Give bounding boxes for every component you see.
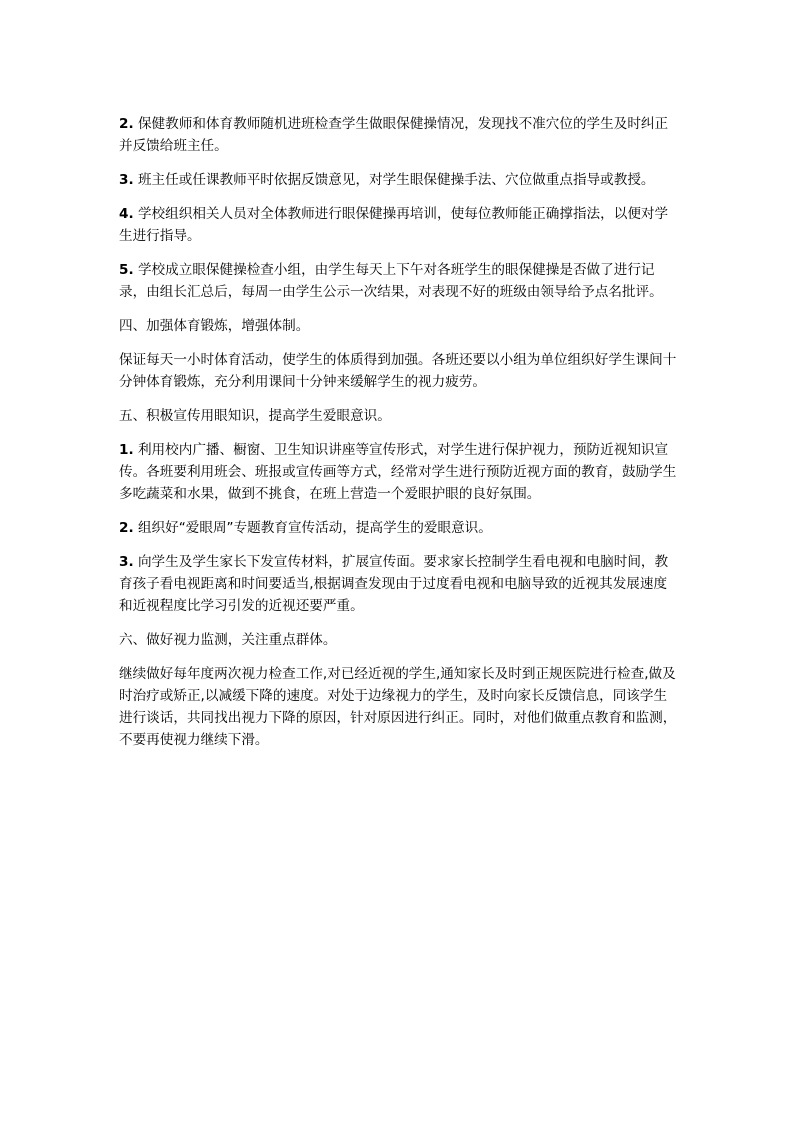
document-body (119, 113, 679, 763)
paragraph-text: 继续做好每年度两次视力检查工作,对已经近视的学生,通知家长及时到正规医院进行检查,做及时治疗或矫正,以减缓下降的速度。对处于边缘视力的学生，及时向家长反馈信息，同该学生进行谈话，共同找出视力下降的原因，针对原因进行纠正。同时，对他们做重点教育和监测，不要再使视力继续下滑。 (119, 666, 677, 748)
paragraph-text: 利用校内广播、橱窗、卫生知识讲座等宣传形式，对学生进行保护视力，预防近视知识宣传。各班要利用班会、班报或宣传画等方式，经常对学生进行预防近视方面的教育，鼓励学生多吃蔬菜和水果，做到不挑食，在班上营造一个爱眼护眼的良好氛围。 (119, 442, 677, 502)
section-heading-5 (119, 405, 679, 427)
item-number: 5. (119, 262, 134, 278)
heading-text: 四、加强体育锻炼，增强体制。 (119, 318, 310, 334)
paragraph-text: 组织好“爱眼周”专题教育宣传活动，提高学生的爱眼意识。 (133, 520, 492, 536)
item-number: 3. (119, 554, 134, 570)
heading-text: 五、积极宣传用眼知识，提高学生爱眼意识。 (119, 408, 391, 424)
heading-text: 六、做好视力监测，关注重点群体。 (119, 632, 337, 648)
item-number: 2. (119, 520, 134, 536)
paragraph-item-3-parents (119, 551, 679, 617)
paragraph-text: 班主任或任课教师平时依据反馈意见，对学生眼保健操手法、穴位做重点指导或教授。 (133, 172, 655, 188)
paragraph-text: 保健教师和体育教师随机进班检查学生做眼保健操情况，发现找不准穴位的学生及时纠正并反馈给班主任。 (119, 116, 669, 154)
paragraph-item-4-training (119, 203, 679, 247)
section-heading-6 (119, 629, 679, 651)
paragraph-item-5-inspection-group (119, 259, 679, 303)
paragraph-text: 向学生及学生家长下发宣传材料，扩展宣传面。要求家长控制学生看电视和电脑时间，教育孩子看电视距离和时间要适当,根据调查发现由于过度看电视和电脑导致的近视其发展速度和近视程度比学习引发的近视还要严重。 (119, 554, 669, 614)
paragraph-text: 学校组织相关人员对全体教师进行眼保健操再培训，使每位教师能正确撑指法，以便对学生进行指导。 (119, 206, 669, 244)
paragraph-item-2-eye-week (119, 517, 679, 539)
paragraph-text: 保证每天一小时体育活动，使学生的体质得到加强。各班还要以小组为单位组织好学生课间十分钟体育锻炼，充分利用课间十分钟来缓解学生的视力疲劳。 (119, 352, 677, 390)
paragraph-exercise (119, 349, 679, 393)
paragraph-item-1-publicity (119, 439, 679, 505)
item-number: 1. (119, 442, 134, 458)
paragraph-monitoring (119, 663, 679, 751)
section-heading-4 (119, 315, 679, 337)
paragraph-item-2-supervision (119, 113, 679, 157)
item-number: 2. (119, 116, 134, 132)
item-number: 4. (119, 206, 134, 222)
paragraph-text: 学校成立眼保健操检查小组，由学生每天上下午对各班学生的眼保健操是否做了进行记录，由组长汇总后，每周一由学生公示一次结果，对表现不好的班级由领导给予点名批评。 (119, 262, 663, 300)
paragraph-item-3-guidance (119, 169, 679, 191)
item-number: 3. (119, 172, 134, 188)
